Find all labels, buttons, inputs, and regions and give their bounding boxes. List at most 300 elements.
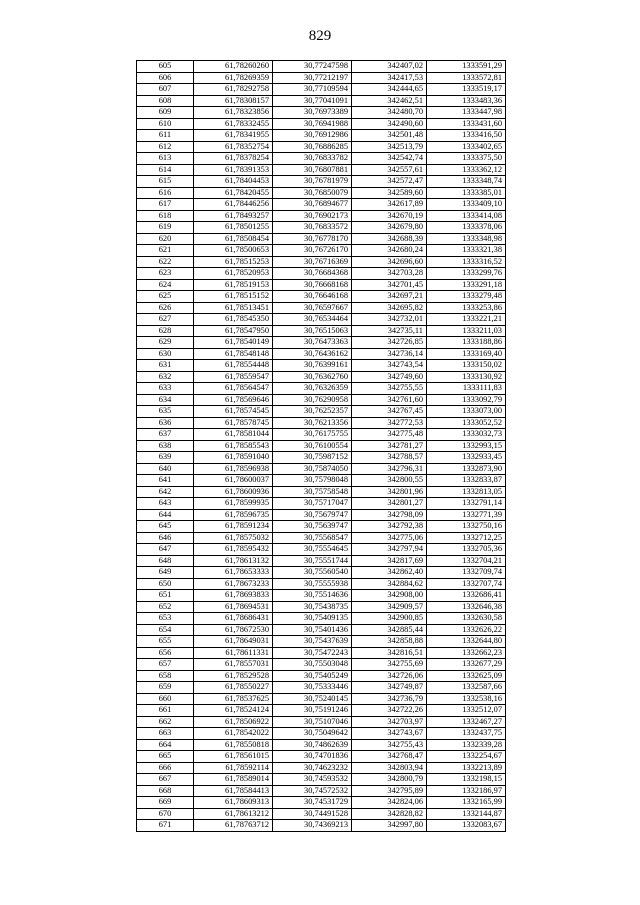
table-row [137, 486, 506, 498]
latitude-cell: 61,78554448 [194, 360, 273, 372]
table-row [137, 774, 506, 786]
x-coordinate-cell: 342803,94 [352, 762, 427, 774]
longitude-cell: 30,77247598 [273, 61, 352, 73]
y-coordinate-cell: 1332813,05 [427, 486, 506, 498]
longitude-cell: 30,76668168 [273, 279, 352, 291]
longitude-cell: 30,76100554 [273, 440, 352, 452]
x-coordinate-cell: 342680,24 [352, 245, 427, 257]
longitude-cell: 30,76973389 [273, 107, 352, 119]
longitude-cell: 30,76850079 [273, 187, 352, 199]
point-number-cell: 621 [137, 245, 194, 257]
longitude-cell: 30,75717047 [273, 498, 352, 510]
latitude-cell: 61,78537625 [194, 693, 273, 705]
table-row [137, 613, 506, 625]
table-row [137, 233, 506, 245]
x-coordinate-cell: 342797,94 [352, 544, 427, 556]
y-coordinate-cell: 1333519,17 [427, 84, 506, 96]
longitude-cell: 30,75401436 [273, 624, 352, 636]
longitude-cell: 30,76778170 [273, 233, 352, 245]
latitude-cell: 61,78611331 [194, 647, 273, 659]
latitude-cell: 61,78308157 [194, 95, 273, 107]
x-coordinate-cell: 342501,48 [352, 130, 427, 142]
y-coordinate-cell: 1332712,25 [427, 532, 506, 544]
point-number-cell: 660 [137, 693, 194, 705]
table-row [137, 797, 506, 809]
point-number-cell: 622 [137, 256, 194, 268]
y-coordinate-cell: 1333150,02 [427, 360, 506, 372]
latitude-cell: 61,78323856 [194, 107, 273, 119]
y-coordinate-cell: 1333402,65 [427, 141, 506, 153]
y-coordinate-cell: 1332339,28 [427, 739, 506, 751]
table-row [137, 670, 506, 682]
latitude-cell: 61,78694531 [194, 601, 273, 613]
y-coordinate-cell: 1332993,15 [427, 440, 506, 452]
latitude-cell: 61,78649031 [194, 636, 273, 648]
latitude-cell: 61,78596735 [194, 509, 273, 521]
table-row [137, 544, 506, 556]
table-row [137, 751, 506, 763]
y-coordinate-cell: 1333092,79 [427, 394, 506, 406]
y-coordinate-cell: 1332705,36 [427, 544, 506, 556]
latitude-cell: 61,78600037 [194, 475, 273, 487]
y-coordinate-cell: 1333414,08 [427, 210, 506, 222]
longitude-cell: 30,76175755 [273, 429, 352, 441]
point-number-cell: 662 [137, 716, 194, 728]
x-coordinate-cell: 342817,69 [352, 555, 427, 567]
longitude-cell: 30,75240145 [273, 693, 352, 705]
point-number-cell: 661 [137, 705, 194, 717]
table-row [137, 383, 506, 395]
point-number-cell: 614 [137, 164, 194, 176]
point-number-cell: 650 [137, 578, 194, 590]
point-number-cell: 628 [137, 325, 194, 337]
latitude-cell: 61,78391353 [194, 164, 273, 176]
table-row [137, 739, 506, 751]
table-row [137, 72, 506, 84]
latitude-cell: 61,78686431 [194, 613, 273, 625]
latitude-cell: 61,78599935 [194, 498, 273, 510]
y-coordinate-cell: 1332644,80 [427, 636, 506, 648]
point-number-cell: 620 [137, 233, 194, 245]
x-coordinate-cell: 342801,27 [352, 498, 427, 510]
y-coordinate-cell: 1332198,15 [427, 774, 506, 786]
longitude-cell: 30,76912986 [273, 130, 352, 142]
table-row [137, 176, 506, 188]
x-coordinate-cell: 342407,02 [352, 61, 427, 73]
latitude-cell: 61,78557031 [194, 659, 273, 671]
x-coordinate-cell: 342695,82 [352, 302, 427, 314]
y-coordinate-cell: 1333169,40 [427, 348, 506, 360]
longitude-cell: 30,75874050 [273, 463, 352, 475]
table-row [137, 187, 506, 199]
x-coordinate-cell: 342801,96 [352, 486, 427, 498]
table-row [137, 360, 506, 372]
latitude-cell: 61,78574545 [194, 406, 273, 418]
latitude-cell: 61,78578745 [194, 417, 273, 429]
y-coordinate-cell: 1333483,36 [427, 95, 506, 107]
table-row [137, 440, 506, 452]
y-coordinate-cell: 1333253,86 [427, 302, 506, 314]
point-number-cell: 645 [137, 521, 194, 533]
table-row [137, 325, 506, 337]
y-coordinate-cell: 1332833,87 [427, 475, 506, 487]
point-number-cell: 648 [137, 555, 194, 567]
y-coordinate-cell: 1333221,21 [427, 314, 506, 326]
table-row [137, 314, 506, 326]
y-coordinate-cell: 1333375,50 [427, 153, 506, 165]
page-number: 829 [308, 28, 332, 44]
y-coordinate-cell: 1333130,92 [427, 371, 506, 383]
longitude-cell: 30,76902173 [273, 210, 352, 222]
x-coordinate-cell: 342697,21 [352, 291, 427, 303]
x-coordinate-cell: 342909,57 [352, 601, 427, 613]
latitude-cell: 61,78260260 [194, 61, 273, 73]
table-row [137, 452, 506, 464]
longitude-cell: 30,75503048 [273, 659, 352, 671]
x-coordinate-cell: 342900,85 [352, 613, 427, 625]
longitude-cell: 30,76941988 [273, 118, 352, 130]
table-row [137, 337, 506, 349]
table-row [137, 820, 506, 832]
table-row [137, 84, 506, 96]
latitude-cell: 61,78352754 [194, 141, 273, 153]
x-coordinate-cell: 342557,61 [352, 164, 427, 176]
longitude-cell: 30,75514636 [273, 590, 352, 602]
x-coordinate-cell: 342749,87 [352, 682, 427, 694]
y-coordinate-cell: 1333416,50 [427, 130, 506, 142]
y-coordinate-cell: 1333073,00 [427, 406, 506, 418]
latitude-cell: 61,78446256 [194, 199, 273, 211]
y-coordinate-cell: 1332626,22 [427, 624, 506, 636]
point-number-cell: 619 [137, 222, 194, 234]
longitude-cell: 30,76252357 [273, 406, 352, 418]
point-number-cell: 606 [137, 72, 194, 84]
y-coordinate-cell: 1332630,58 [427, 613, 506, 625]
y-coordinate-cell: 1332165,99 [427, 797, 506, 809]
longitude-cell: 30,74593532 [273, 774, 352, 786]
point-number-cell: 669 [137, 797, 194, 809]
latitude-cell: 61,78501255 [194, 222, 273, 234]
latitude-cell: 61,78585543 [194, 440, 273, 452]
y-coordinate-cell: 1332677,29 [427, 659, 506, 671]
table-row [137, 291, 506, 303]
x-coordinate-cell: 342444,65 [352, 84, 427, 96]
y-coordinate-cell: 1332646,38 [427, 601, 506, 613]
table-row [137, 728, 506, 740]
longitude-cell: 30,76534464 [273, 314, 352, 326]
x-coordinate-cell: 342701,45 [352, 279, 427, 291]
x-coordinate-cell: 342480,70 [352, 107, 427, 119]
table-row [137, 279, 506, 291]
y-coordinate-cell: 1333211,03 [427, 325, 506, 337]
point-number-cell: 637 [137, 429, 194, 441]
point-number-cell: 635 [137, 406, 194, 418]
longitude-cell: 30,76436162 [273, 348, 352, 360]
table-row [137, 682, 506, 694]
latitude-cell: 61,78613132 [194, 555, 273, 567]
y-coordinate-cell: 1333052,52 [427, 417, 506, 429]
longitude-cell: 30,75191246 [273, 705, 352, 717]
point-number-cell: 646 [137, 532, 194, 544]
latitude-cell: 61,78520953 [194, 268, 273, 280]
point-number-cell: 609 [137, 107, 194, 119]
longitude-cell: 30,75405249 [273, 670, 352, 682]
x-coordinate-cell: 342679,80 [352, 222, 427, 234]
point-number-cell: 639 [137, 452, 194, 464]
y-coordinate-cell: 1333032,73 [427, 429, 506, 441]
longitude-cell: 30,77109594 [273, 84, 352, 96]
point-number-cell: 643 [137, 498, 194, 510]
point-number-cell: 633 [137, 383, 194, 395]
table-row [137, 130, 506, 142]
latitude-cell: 61,78542022 [194, 728, 273, 740]
point-number-cell: 655 [137, 636, 194, 648]
latitude-cell: 61,78600936 [194, 486, 273, 498]
x-coordinate-cell: 342696,60 [352, 256, 427, 268]
longitude-cell: 30,76290958 [273, 394, 352, 406]
point-number-cell: 623 [137, 268, 194, 280]
latitude-cell: 61,78653333 [194, 567, 273, 579]
x-coordinate-cell: 342858,88 [352, 636, 427, 648]
y-coordinate-cell: 1333348,98 [427, 233, 506, 245]
y-coordinate-cell: 1333385,01 [427, 187, 506, 199]
latitude-cell: 61,78763712 [194, 820, 273, 832]
table-row [137, 268, 506, 280]
table-row [137, 394, 506, 406]
point-number-cell: 631 [137, 360, 194, 372]
latitude-cell: 61,78584413 [194, 785, 273, 797]
latitude-cell: 61,78592114 [194, 762, 273, 774]
latitude-cell: 61,78404453 [194, 176, 273, 188]
x-coordinate-cell: 342775,06 [352, 532, 427, 544]
latitude-cell: 61,78515253 [194, 256, 273, 268]
longitude-cell: 30,75987152 [273, 452, 352, 464]
y-coordinate-cell: 1332709,74 [427, 567, 506, 579]
table-row [137, 199, 506, 211]
latitude-cell: 61,78550227 [194, 682, 273, 694]
point-number-cell: 616 [137, 187, 194, 199]
point-number-cell: 607 [137, 84, 194, 96]
longitude-cell: 30,76807881 [273, 164, 352, 176]
latitude-cell: 61,78613212 [194, 808, 273, 820]
longitude-cell: 30,75554645 [273, 544, 352, 556]
x-coordinate-cell: 342795,89 [352, 785, 427, 797]
y-coordinate-cell: 1333362,12 [427, 164, 506, 176]
longitude-cell: 30,76473363 [273, 337, 352, 349]
longitude-cell: 30,74862639 [273, 739, 352, 751]
point-number-cell: 668 [137, 785, 194, 797]
table-row [137, 417, 506, 429]
table-row [137, 406, 506, 418]
x-coordinate-cell: 342726,85 [352, 337, 427, 349]
x-coordinate-cell: 342490,60 [352, 118, 427, 130]
point-number-cell: 671 [137, 820, 194, 832]
table-row [137, 532, 506, 544]
y-coordinate-cell: 1332512,07 [427, 705, 506, 717]
table-row [137, 348, 506, 360]
longitude-cell: 30,76213356 [273, 417, 352, 429]
y-coordinate-cell: 1332707,74 [427, 578, 506, 590]
latitude-cell: 61,78561015 [194, 751, 273, 763]
latitude-cell: 61,78269359 [194, 72, 273, 84]
latitude-cell: 61,78500653 [194, 245, 273, 257]
latitude-cell: 61,78545350 [194, 314, 273, 326]
y-coordinate-cell: 1332467,27 [427, 716, 506, 728]
x-coordinate-cell: 342884,62 [352, 578, 427, 590]
longitude-cell: 30,76716369 [273, 256, 352, 268]
longitude-cell: 30,75107046 [273, 716, 352, 728]
latitude-cell: 61,78693833 [194, 590, 273, 602]
longitude-cell: 30,75409135 [273, 613, 352, 625]
longitude-cell: 30,76886285 [273, 141, 352, 153]
y-coordinate-cell: 1332771,39 [427, 509, 506, 521]
latitude-cell: 61,78569646 [194, 394, 273, 406]
point-number-cell: 624 [137, 279, 194, 291]
latitude-cell: 61,78591040 [194, 452, 273, 464]
x-coordinate-cell: 342772,53 [352, 417, 427, 429]
latitude-cell: 61,78581044 [194, 429, 273, 441]
latitude-cell: 61,78292758 [194, 84, 273, 96]
table-row [137, 498, 506, 510]
longitude-cell: 30,75333446 [273, 682, 352, 694]
table-row [137, 659, 506, 671]
longitude-cell: 30,74369213 [273, 820, 352, 832]
longitude-cell: 30,75568547 [273, 532, 352, 544]
latitude-cell: 61,78550818 [194, 739, 273, 751]
point-number-cell: 638 [137, 440, 194, 452]
table-row [137, 567, 506, 579]
table-row [137, 647, 506, 659]
x-coordinate-cell: 342703,97 [352, 716, 427, 728]
x-coordinate-cell: 342617,89 [352, 199, 427, 211]
y-coordinate-cell: 1332186,97 [427, 785, 506, 797]
longitude-cell: 30,76597667 [273, 302, 352, 314]
y-coordinate-cell: 1333188,86 [427, 337, 506, 349]
point-number-cell: 656 [137, 647, 194, 659]
longitude-cell: 30,75560540 [273, 567, 352, 579]
point-number-cell: 625 [137, 291, 194, 303]
point-number-cell: 658 [137, 670, 194, 682]
y-coordinate-cell: 1332437,75 [427, 728, 506, 740]
longitude-cell: 30,76833782 [273, 153, 352, 165]
x-coordinate-cell: 342997,80 [352, 820, 427, 832]
table-row [137, 463, 506, 475]
point-number-cell: 636 [137, 417, 194, 429]
latitude-cell: 61,78591234 [194, 521, 273, 533]
latitude-cell: 61,78508454 [194, 233, 273, 245]
y-coordinate-cell: 1333378,06 [427, 222, 506, 234]
x-coordinate-cell: 342589,60 [352, 187, 427, 199]
table-row [137, 256, 506, 268]
table-row [137, 164, 506, 176]
table-row [137, 475, 506, 487]
table-row [137, 118, 506, 130]
x-coordinate-cell: 342755,55 [352, 383, 427, 395]
x-coordinate-cell: 342800,55 [352, 475, 427, 487]
longitude-cell: 30,75679747 [273, 509, 352, 521]
table-row [137, 61, 506, 73]
y-coordinate-cell: 1332662,23 [427, 647, 506, 659]
point-number-cell: 657 [137, 659, 194, 671]
y-coordinate-cell: 1332083,67 [427, 820, 506, 832]
point-number-cell: 653 [137, 613, 194, 625]
longitude-cell: 30,76684368 [273, 268, 352, 280]
x-coordinate-cell: 342828,82 [352, 808, 427, 820]
longitude-cell: 30,75551744 [273, 555, 352, 567]
x-coordinate-cell: 342796,31 [352, 463, 427, 475]
point-number-cell: 666 [137, 762, 194, 774]
y-coordinate-cell: 1333431,60 [427, 118, 506, 130]
point-number-cell: 652 [137, 601, 194, 613]
x-coordinate-cell: 342722,26 [352, 705, 427, 717]
point-number-cell: 647 [137, 544, 194, 556]
table-row [137, 705, 506, 717]
longitude-cell: 30,75798048 [273, 475, 352, 487]
coordinates-table [136, 60, 506, 832]
point-number-cell: 664 [137, 739, 194, 751]
longitude-cell: 30,75639747 [273, 521, 352, 533]
point-number-cell: 611 [137, 130, 194, 142]
longitude-cell: 30,76894677 [273, 199, 352, 211]
x-coordinate-cell: 342513,79 [352, 141, 427, 153]
point-number-cell: 618 [137, 210, 194, 222]
y-coordinate-cell: 1332750,16 [427, 521, 506, 533]
x-coordinate-cell: 342736,79 [352, 693, 427, 705]
latitude-cell: 61,78673233 [194, 578, 273, 590]
longitude-cell: 30,74701836 [273, 751, 352, 763]
longitude-cell: 30,74623232 [273, 762, 352, 774]
table-row [137, 521, 506, 533]
latitude-cell: 61,78672530 [194, 624, 273, 636]
latitude-cell: 61,78506922 [194, 716, 273, 728]
table-row [137, 371, 506, 383]
y-coordinate-cell: 1332686,41 [427, 590, 506, 602]
table-row [137, 808, 506, 820]
point-number-cell: 649 [137, 567, 194, 579]
coordinates-table-body [137, 61, 506, 832]
x-coordinate-cell: 342755,43 [352, 739, 427, 751]
point-number-cell: 641 [137, 475, 194, 487]
latitude-cell: 61,78609313 [194, 797, 273, 809]
latitude-cell: 61,78378254 [194, 153, 273, 165]
longitude-cell: 30,76326359 [273, 383, 352, 395]
longitude-cell: 30,75437639 [273, 636, 352, 648]
table-row [137, 578, 506, 590]
longitude-cell: 30,75555938 [273, 578, 352, 590]
x-coordinate-cell: 342788,57 [352, 452, 427, 464]
y-coordinate-cell: 1332873,90 [427, 463, 506, 475]
latitude-cell: 61,78564547 [194, 383, 273, 395]
point-number-cell: 612 [137, 141, 194, 153]
longitude-cell: 30,77041091 [273, 95, 352, 107]
x-coordinate-cell: 342755,69 [352, 659, 427, 671]
point-number-cell: 654 [137, 624, 194, 636]
point-number-cell: 632 [137, 371, 194, 383]
longitude-cell: 30,74491528 [273, 808, 352, 820]
x-coordinate-cell: 342670,19 [352, 210, 427, 222]
latitude-cell: 61,78515152 [194, 291, 273, 303]
longitude-cell: 30,76399161 [273, 360, 352, 372]
table-row [137, 302, 506, 314]
latitude-cell: 61,78548148 [194, 348, 273, 360]
longitude-cell: 30,74572532 [273, 785, 352, 797]
point-number-cell: 644 [137, 509, 194, 521]
x-coordinate-cell: 342462,51 [352, 95, 427, 107]
x-coordinate-cell: 342908,00 [352, 590, 427, 602]
x-coordinate-cell: 342542,74 [352, 153, 427, 165]
x-coordinate-cell: 342417,53 [352, 72, 427, 84]
table-row [137, 141, 506, 153]
